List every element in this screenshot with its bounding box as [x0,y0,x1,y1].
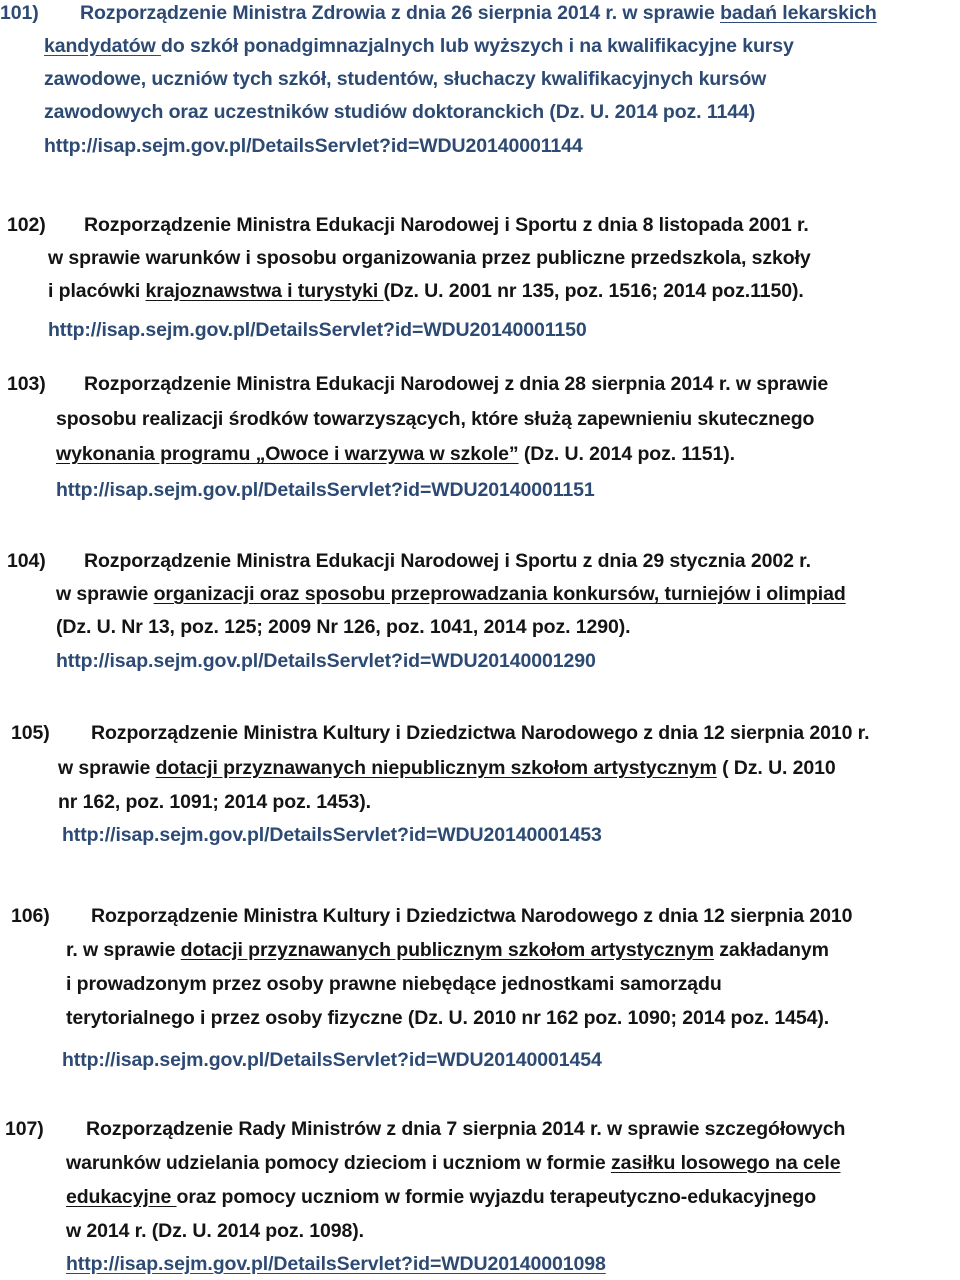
isap-link[interactable]: http://isap.sejm.gov.pl/DetailsServlet?id=WDU20140001144 [44,135,583,157]
text-segment: warunków udzielania pomocy dzieciom i uczniom w formie [66,1152,611,1174]
entry-line [56,614,630,640]
entry-line [48,278,804,304]
text-segment: Rozporządzenie Ministra Kultury i Dziedzictwa Narodowego z dnia 12 sierpnia 2010 [91,905,853,927]
underlined-text: badań lekarskich [720,2,877,24]
text-segment: (Dz. U. 2001 nr 135, poz. 1516; 2014 poz.1150). [383,280,804,302]
text-segment: w sprawie warunków i sposobu organizowania przez publiczne przedszkola, szkoły [48,247,811,269]
text-segment: zawodowe, uczniów tych szkół, studentów, słuchaczy kwalifikacyjnych kursów [44,68,767,90]
text-segment: Rozporządzenie Ministra Edukacji Narodowej z dnia 28 sierpnia 2014 r. w sprawie [84,373,829,395]
entry-line [58,755,836,781]
entry-number: 101) [0,2,39,24]
isap-link[interactable]: http://isap.sejm.gov.pl/DetailsServlet?id=WDU20140001290 [56,650,596,672]
entry-line [66,937,829,963]
entry-line [80,0,877,26]
text-segment: Rozporządzenie Ministra Edukacji Narodowej i Sportu z dnia 8 listopada 2001 r. [84,214,809,236]
text-segment: sposobu realizacji środków towarzyszących, które służą zapewnieniu skutecznego [56,408,815,430]
text-segment: Rozporządzenie Ministra Zdrowia z dnia 26 sierpnia 2014 r. w sprawie [80,2,721,24]
entry-line [86,1116,845,1142]
text-segment: Rozporządzenie Ministra Edukacji Narodowej i Sportu z dnia 29 stycznia 2002 r. [84,550,811,572]
entry-line [58,789,371,815]
entry-line [66,1218,364,1244]
text-segment: (Dz. U. Nr 13, poz. 125; 2009 Nr 126, poz. 1041, 2014 poz. 1290). [56,616,631,638]
text-segment: w sprawie [56,583,154,605]
text-segment: i placówki [48,280,146,302]
text-segment: (Dz. U. 2014 poz. 1151). [518,443,735,465]
text-segment: w 2014 r. (Dz. U. 2014 poz. 1098). [66,1220,364,1242]
entry-line [66,1005,829,1031]
entry-line [56,406,814,432]
entry-line [66,971,722,997]
isap-link[interactable]: http://isap.sejm.gov.pl/DetailsServlet?id=WDU20140001151 [56,479,595,501]
entry-line [66,1150,840,1176]
text-segment: terytorialnego i przez osoby fizyczne (Dz. U. 2010 nr 162 poz. 1090; 2014 poz. 1454). [66,1007,830,1029]
text-segment: Rozporządzenie Rady Ministrów z dnia 7 sierpnia 2014 r. w sprawie szczegółowych [86,1118,846,1140]
text-segment: Rozporządzenie Ministra Kultury i Dziedzictwa Narodowego z dnia 12 sierpnia 2010 r. [91,722,870,744]
entry-number: 104) [7,550,46,572]
entry-line [48,245,811,271]
entry-line [91,903,852,929]
entry-line [44,99,755,125]
entry-number: 102) [7,214,46,236]
underlined-text: organizacji oraz sposobu przeprowadzania konkursów, turniejów i olimpiad [153,583,846,605]
isap-link[interactable]: http://isap.sejm.gov.pl/DetailsServlet?id=WDU20140001454 [62,1049,602,1071]
entry-number: 106) [11,905,50,927]
text-segment: do szkół ponadgimnazjalnych lub wyższych i na kwalifikacyjne kursy [161,35,794,57]
text-segment: i prowadzonym przez osoby prawne niebędące jednostkami samorządu [66,973,722,995]
entry-line [66,1184,816,1210]
text-segment: zakładanym [713,939,829,961]
entry-line [56,441,735,467]
entry-line [44,66,766,92]
isap-link[interactable]: http://isap.sejm.gov.pl/DetailsServlet?id=WDU20140001098 [66,1253,606,1275]
text-segment: zawodowych oraz uczestników studiów doktoranckich (Dz. U. 2014 poz. 1144) [44,101,756,123]
text-segment: ( Dz. U. 2010 [716,757,836,779]
isap-link[interactable]: http://isap.sejm.gov.pl/DetailsServlet?id=WDU20140001453 [62,824,602,846]
entry-number: 103) [7,373,46,395]
underlined-text: dotacji przyznawanych niepublicznym szkołom artystycznym [155,757,717,779]
underlined-text: wykonania programu „Owoce i warzywa w szkole” [56,443,519,465]
entry-number: 105) [11,722,50,744]
text-segment: w sprawie [58,757,156,779]
underlined-text: dotacji przyznawanych publicznym szkołom artystycznym [180,939,714,961]
entry-line [84,212,809,238]
underlined-text: krajoznawstwa i turystyki [145,280,384,302]
underlined-text: zasiłku losowego na cele [610,1152,841,1174]
underlined-text: kandydatów [44,35,162,57]
entry-line [44,33,794,59]
underlined-text: edukacyjne [66,1186,177,1208]
text-segment: nr 162, poz. 1091; 2014 poz. 1453). [58,791,371,813]
entry-line [84,548,811,574]
entry-line [84,371,828,397]
entry-number: 107) [5,1118,44,1140]
text-segment: r. w sprawie [66,939,181,961]
entry-line [91,720,869,746]
entry-line [56,581,846,607]
isap-link[interactable]: http://isap.sejm.gov.pl/DetailsServlet?id=WDU20140001150 [48,319,587,341]
text-segment: oraz pomocy uczniom w formie wyjazdu terapeutyczno-edukacyjnego [176,1186,817,1208]
